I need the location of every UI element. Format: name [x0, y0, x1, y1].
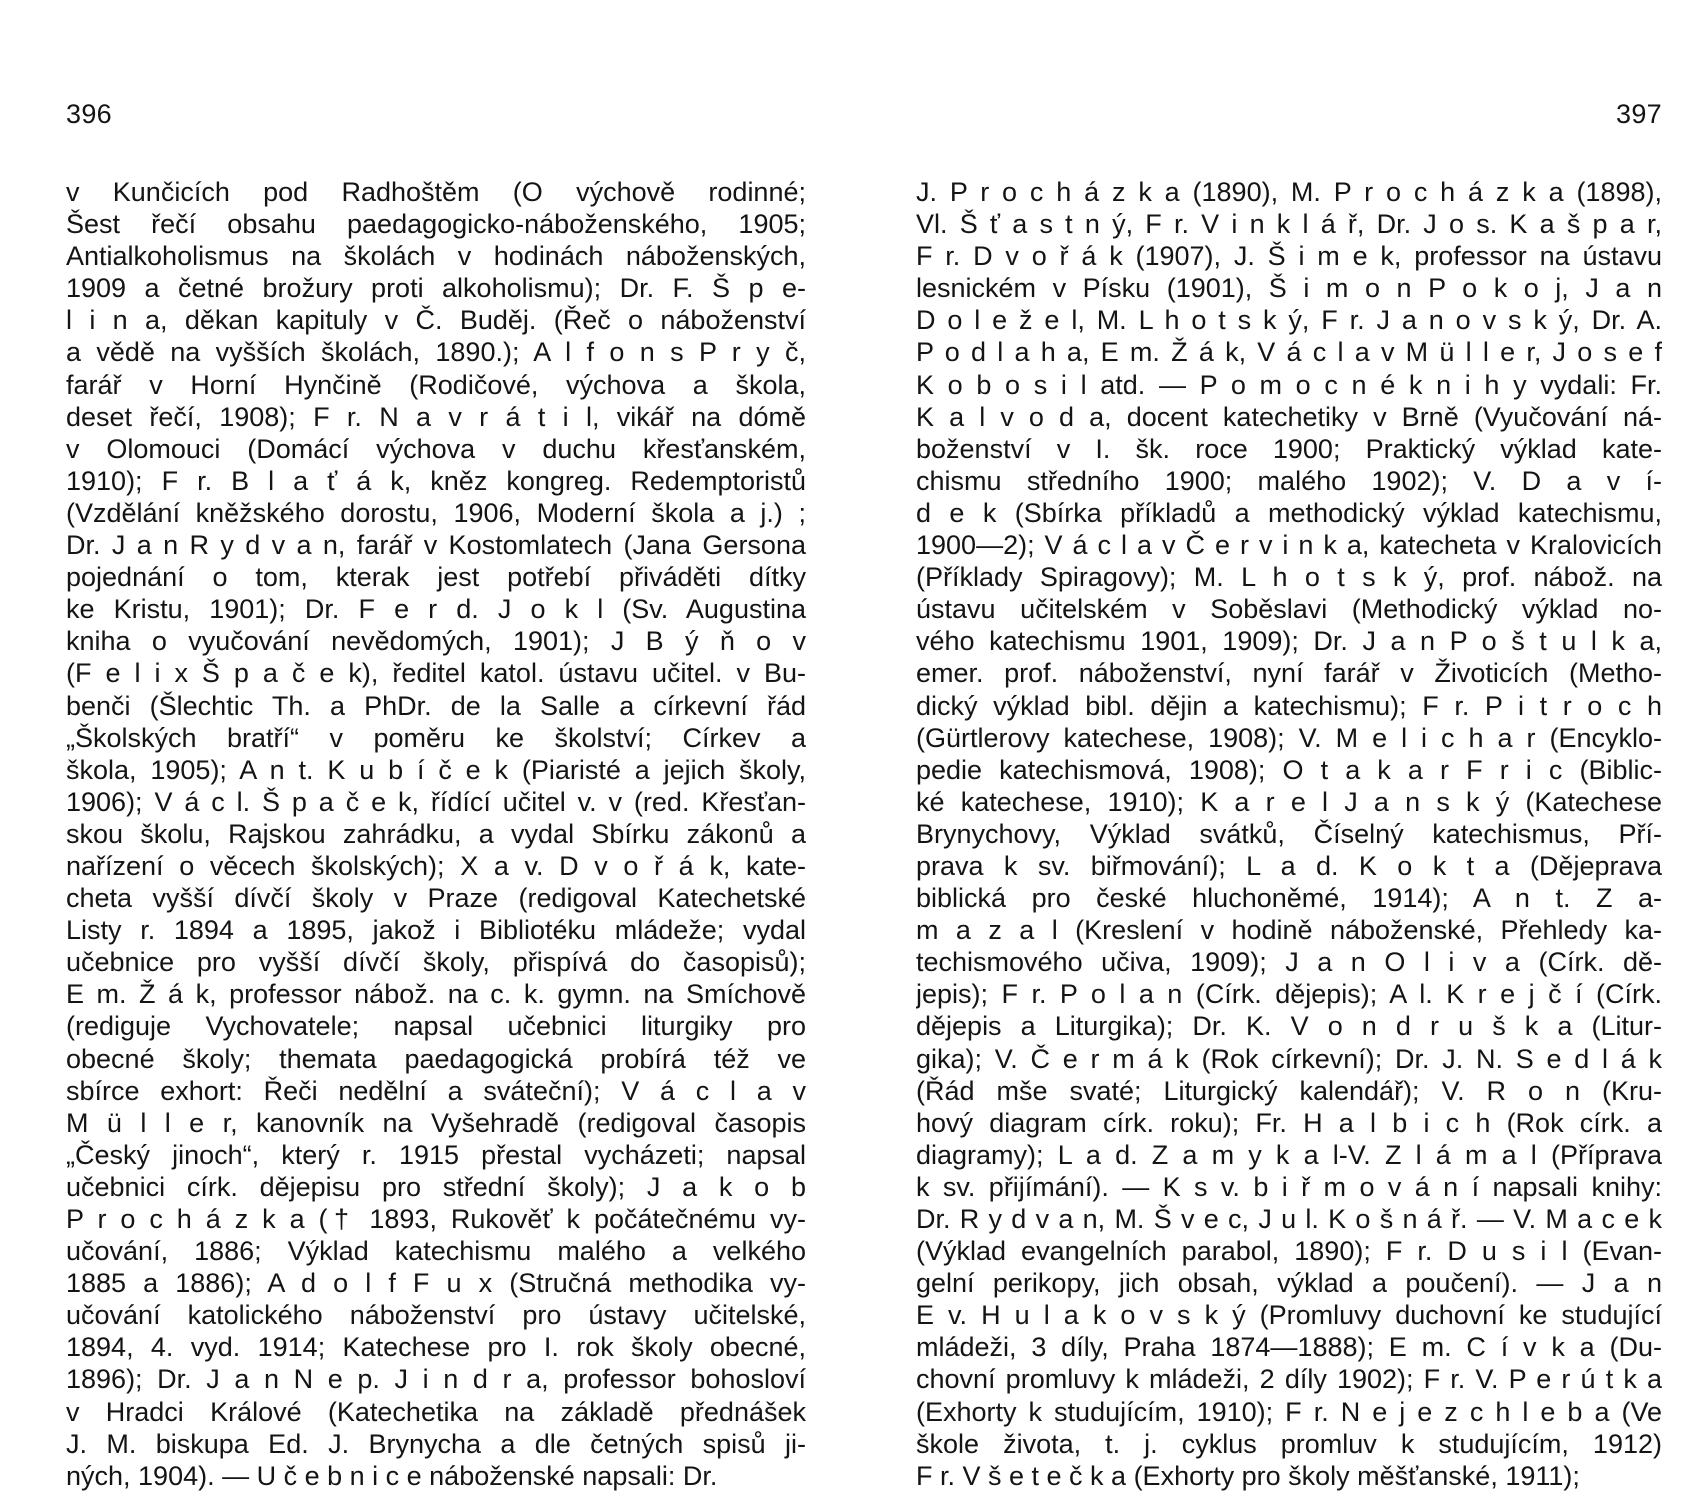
text-line: 1909 a četné brožury proti alkoholismu); Dr. F. Š p e- [66, 273, 806, 304]
text-line: (Gürtlerovy katechese, 1908); V. M e l i c h a r (Encyklo- [916, 722, 1662, 753]
text-line: P r o c h á z k a († 1893, Rukověť k počátečnému vy- [66, 1204, 806, 1234]
text-line: nařízení o věcech školských); X a v. D v o ř á k, kate- [66, 850, 806, 881]
text-line: v Hradci Králové (Katechetika na základě přednášek [66, 1396, 806, 1427]
text-line: chovní promluvy k mládeži, 2 díly 1902); F r. V. P e r ú t k a [916, 1364, 1662, 1395]
text-line: „Český jinoch“, který r. 1915 přestal vycházeti; napsal [66, 1139, 806, 1170]
text-line: deset řečí, 1908); F r. N a v r á t i l, vikář na dómě [66, 401, 806, 432]
text-line: „Školských bratří“ v poměru ke školství; Církev a [66, 722, 806, 753]
text-line: J. M. biskupa Ed. J. Brynycha a dle četných spisů ji- [66, 1428, 806, 1459]
text-line: K a l v o d a, docent katechetiky v Brně (Vyučování ná- [916, 401, 1662, 432]
text-line: 1896); Dr. J a n N e p. J i n d r a, professor bohosloví [66, 1364, 806, 1395]
text-line: P o d l a h a, E m. Ž á k, V á c l a v M ü l l e r, J o s e f [916, 337, 1662, 368]
text-line: K o b o s i l atd. — P o m o c n é k n i h y vydali: Fr. [916, 369, 1662, 400]
text-line: 1894, 4. vyd. 1914; Katechese pro I. rok školy obecné, [66, 1332, 806, 1363]
text-line: dějepis a Liturgika); Dr. K. V o n d r u š k a (Litur- [916, 1011, 1662, 1042]
text-line: F r. D v o ř á k (1907), J. Š i m e k, professor na ústavu [916, 241, 1662, 272]
text-line: dický výklad bibl. dějin a katechismu); F r. P i t r o c h [916, 690, 1662, 721]
text-line: (rediguje Vychovatele; napsal učebnici liturgiky pro [66, 1011, 806, 1042]
text-line: Dr. J a n R y d v a n, farář v Kostomlatech (Jana Gersona [66, 530, 806, 561]
text-line: učebnici círk. dějepisu pro střední školy); J a k o b [66, 1171, 806, 1202]
text-line: hový diagram círk. roku); Fr. H a l b i c h (Rok círk. a [916, 1107, 1662, 1138]
text-line: (Výklad evangelních parabol, 1890); F r. D u s i l (Evan- [916, 1236, 1662, 1267]
text-line: prava k sv. biřmování); L a d. K o k t a (Dějeprava [916, 850, 1662, 881]
right-page-text-column [916, 176, 1662, 1492]
text-line: ke Kristu, 1901); Dr. F e r d. J o k l (Sv. Augustina [66, 594, 806, 625]
text-line: pojednání o tom, kterak jest potřebí přiváděti dítky [66, 562, 806, 593]
text-line: Šest řečí obsahu paedagogicko-náboženského, 1905; [66, 209, 806, 240]
text-line: Dr. R y d v a n, M. Š v e c, J u l. K o š n á ř. — V. M a c e k [916, 1204, 1662, 1234]
text-line: (F e l i x Š p a č e k), ředitel katol. ústavu učitel. v Bu- [66, 658, 806, 689]
text-line: Vl. Š ť a s t n ý, F r. V i n k l á ř, Dr. J o s. K a š p a r, [916, 209, 1662, 240]
text-line: biblická pro české hluchoněmé, 1914); A n t. Z a- [916, 883, 1662, 914]
text-line: gelní perikopy, jich obsah, výklad a poučení). — J a n [916, 1268, 1662, 1299]
text-line: Listy r. 1894 a 1895, jakož i Bibliotéku mládeže; vydal [66, 915, 806, 946]
text-line: (Exhorty k studujícím, 1910); F r. N e j e z c h l e b a (Ve [916, 1396, 1662, 1427]
text-line: J. P r o c h á z k a (1890), M. P r o c h á z k a (1898), [916, 177, 1662, 207]
text-line: techismového učiva, 1909); J a n O l i v a (Círk. dě- [916, 947, 1662, 978]
text-line: diagramy); L a d. Z a m y k a l-V. Z l á m a l (Příprava [916, 1139, 1662, 1170]
text-line: ké katechese, 1910); K a r e l J a n s k ý (Katechese [916, 786, 1662, 817]
text-line: emer. prof. náboženství, nyní farář v Životicích (Metho- [916, 658, 1662, 689]
text-line: gika); V. Č e r m á k (Rok církevní); Dr. J. N. S e d l á k [916, 1043, 1662, 1074]
text-line: učování, 1886; Výklad katechismu malého a velkého [66, 1236, 806, 1267]
text-line: D o l e ž e l, M. L h o t s k ý, F r. J a n o v s k ý, Dr. A. [916, 305, 1662, 336]
text-line: Antialkoholismus na školách v hodinách náboženských, [66, 241, 806, 272]
left-page-text-column [66, 176, 806, 1492]
text-line: v Kunčicích pod Radhoštěm (O výchově rodinné; [66, 177, 806, 207]
text-line: E m. Ž á k, professor nábož. na c. k. gymn. na Smíchově [66, 979, 806, 1010]
page-number-right: 397 [1616, 99, 1662, 129]
text-line: jepis); F r. P o l a n (Círk. dějepis); A l. K r e j č í (Círk. [916, 979, 1662, 1010]
text-line: boženství v I. šk. roce 1900; Praktický výklad kate- [916, 433, 1662, 464]
text-line: a vědě na vyšších školách, 1890.); A l f o n s P r y č, [66, 337, 806, 368]
text-line: m a z a l (Kreslení v hodině náboženské, Přehledy ka- [916, 915, 1662, 946]
text-line: farář v Horní Hynčině (Rodičové, výchova a škola, [66, 369, 806, 400]
text-line: cheta vyšší dívčí školy v Praze (redigoval Katechetské [66, 883, 806, 914]
text-line: E v. H u l a k o v s k ý (Promluvy duchovní ke studující [916, 1300, 1662, 1331]
text-line: vého katechismu 1901, 1909); Dr. J a n P o š t u l k a, [916, 626, 1662, 657]
text-line: škole života, t. j. cyklus promluv k studujícím, 1912) [916, 1428, 1662, 1459]
text-line: obecné školy; themata paedagogická probírá též ve [66, 1043, 806, 1074]
text-line: benči (Šlechtic Th. a PhDr. de la Salle a církevní řád [66, 690, 806, 721]
text-line: skou školu, Rajskou zahrádku, a vydal Sbírku zákonů a [66, 818, 806, 849]
text-line: škola, 1905); A n t. K u b í č e k (Piaristé a jejich školy, [66, 754, 806, 785]
text-line: l i n a, děkan kapituly v Č. Buděj. (Řeč o náboženství [66, 305, 806, 336]
text-line: 1910); F r. B l a ť á k, kněz kongreg. Redemptoristů [66, 465, 806, 496]
text-line: (Vzdělání kněžského dorostu, 1906, Moderní škola a j.) ; [66, 497, 806, 528]
text-line: pedie katechismová, 1908); O t a k a r F r i c (Biblic- [916, 754, 1662, 785]
text-line: (Příklady Spiragovy); M. L h o t s k ý, prof. nábož. na [916, 562, 1662, 593]
text-line: 1900—2); V á c l a v Č e r v i n k a, katecheta v Kralovicích [916, 530, 1662, 561]
text-line: mládeži, 3 díly, Praha 1874—1888); E m. C í v k a (Du- [916, 1332, 1662, 1363]
text-line: d e k (Sbírka příkladů a methodický výklad katechismu, [916, 497, 1662, 528]
text-line: k sv. přijímání). — K s v. b i ř m o v á n í napsali knihy: [916, 1171, 1662, 1202]
text-line: M ü l l e r, kanovník na Vyšehradě (redigoval časopis [66, 1107, 806, 1138]
text-line: kniha o vyučování nevědomých, 1901); J B ý ň o v [66, 626, 806, 657]
text-line: v Olomouci (Domácí výchova v duchu křesťanském, [66, 433, 806, 464]
page-number-left: 396 [66, 99, 112, 129]
text-line: chismu středního 1900; malého 1902); V. D a v í- [916, 465, 1662, 496]
text-line: Brynychovy, Výklad svátků, Číselný katechismus, Pří- [916, 818, 1662, 849]
text-line: ných, 1904). — U č e b n i c e náboženské napsali: Dr. [66, 1460, 718, 1491]
text-line: lesnickém v Písku (1901), Š i m o n P o k o j, J a n [916, 273, 1662, 304]
text-line: F r. V š e t e č k a (Exhorty pro školy měšťanské, 1911); [916, 1460, 1580, 1491]
text-line: učování katolického náboženství pro ústavy učitelské, [66, 1300, 806, 1331]
text-line: učebnice pro vyšší dívčí školy, přispívá do časopisů); [66, 947, 806, 978]
text-line: ústavu učitelském v Soběslavi (Methodický výklad no- [916, 594, 1662, 625]
text-line: (Řád mše svaté; Liturgický kalendář); V. R o n (Kru- [916, 1075, 1662, 1106]
text-line: 1885 a 1886); A d o l f F u x (Stručná methodika vy- [66, 1268, 806, 1299]
text-line: sbírce exhort: Řeči nedělní a sváteční); V á c l a v [66, 1075, 806, 1106]
text-line: 1906); V á c l. Š p a č e k, řídící učitel v. v (red. Křesťan- [66, 786, 806, 817]
